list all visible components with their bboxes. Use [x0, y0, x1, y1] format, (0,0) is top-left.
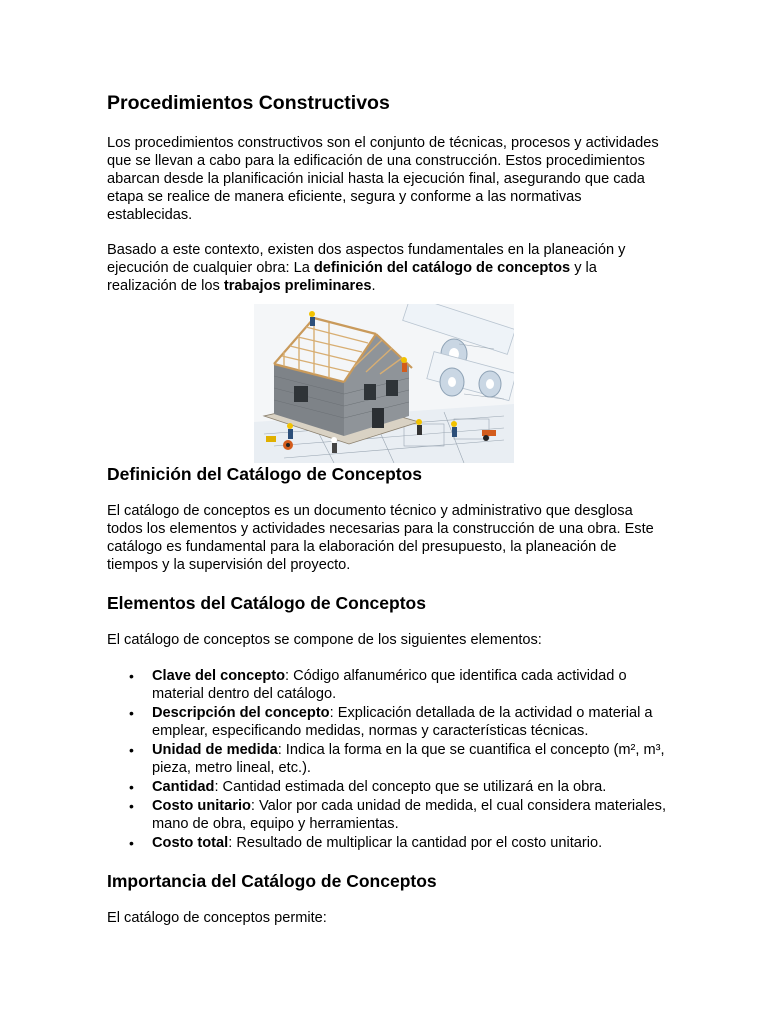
document-title: Procedimientos Constructivos [107, 92, 390, 114]
list-item-desc: : Indica la forma en la que se cuantifica el concepto (m², m³, pieza, metro lineal, etc.). [152, 742, 665, 776]
context-bold-trabajos: trabajos preliminares [223, 278, 372, 294]
list-item [107, 741, 667, 777]
list-item [107, 667, 667, 703]
context-text-3: . [371, 278, 376, 294]
context-paragraph [107, 241, 663, 295]
list-item-desc: : Explicación detallada de la actividad o material a emplear, especificando medidas, normas y características técnicas. [152, 705, 653, 739]
list-item [107, 797, 667, 833]
list-item-desc: : Código alfanumérico que identifica cada actividad o material dentro del catálogo. [152, 668, 627, 702]
list-item-term: Descripción del concepto [152, 705, 330, 721]
elementos-list [107, 667, 667, 853]
bullet: • [129, 798, 134, 814]
section-heading-definicion: Definición del Catálogo de Conceptos [107, 464, 423, 484]
list-item [107, 778, 667, 796]
elementos-intro: El catálogo de conceptos se compone de los siguientes elementos: [107, 632, 542, 648]
house-construction-image [254, 304, 514, 463]
context-text-2: y la realización de los [107, 260, 597, 294]
list-item-desc: : Resultado de multiplicar la cantidad por el costo unitario. [228, 835, 603, 851]
list-item-term: Clave del concepto [152, 668, 286, 684]
list-item-term: Costo total [152, 835, 229, 851]
intro-paragraph: Los procedimientos constructivos son el conjunto de técnicas, procesos y actividades que se llevan a cabo para la edificación de una construcción. Estos procedimientos abarcan desde la planificación inicial hasta la ejecución final, asegurando que cada etapa se realice de manera eficiente, segura y conforme a las normativas establecidas. [107, 135, 659, 223]
list-item [107, 834, 667, 852]
list-item [107, 704, 667, 740]
bullet: • [129, 835, 134, 851]
definicion-paragraph: El catálogo de conceptos es un documento técnico y administrativo que desglosa todos los elementos y actividades necesarias para la construcción de una obra. Este catálogo es fundamental para la elaboración del presupuesto, la planeación de tiempos y la supervisión del proyecto. [107, 503, 654, 573]
section-heading-importancia: Importancia del Catálogo de Conceptos [107, 871, 437, 891]
importancia-paragraph: El catálogo de conceptos permite: [107, 910, 327, 926]
list-item-term: Cantidad [152, 779, 215, 795]
bullet: • [129, 742, 134, 758]
list-item-term: Unidad de medida [152, 742, 278, 758]
bullet: • [129, 668, 134, 684]
context-bold-catalogo: definición del catálogo de conceptos [313, 260, 571, 276]
list-item-desc: : Valor por cada unidad de medida, el cual considera materiales, mano de obra, equipo y herramientas. [152, 798, 667, 832]
list-item-term: Costo unitario [152, 798, 251, 814]
section-heading-elementos: Elementos del Catálogo de Conceptos [107, 593, 426, 613]
bullet: • [129, 779, 134, 795]
context-text-1: Basado a este contexto, existen dos aspectos fundamentales en la planeación y ejecución de cualquier obra: La [107, 242, 626, 276]
bullet: • [129, 705, 134, 721]
list-item-desc: : Cantidad estimada del concepto que se utilizará en la obra. [214, 779, 607, 795]
